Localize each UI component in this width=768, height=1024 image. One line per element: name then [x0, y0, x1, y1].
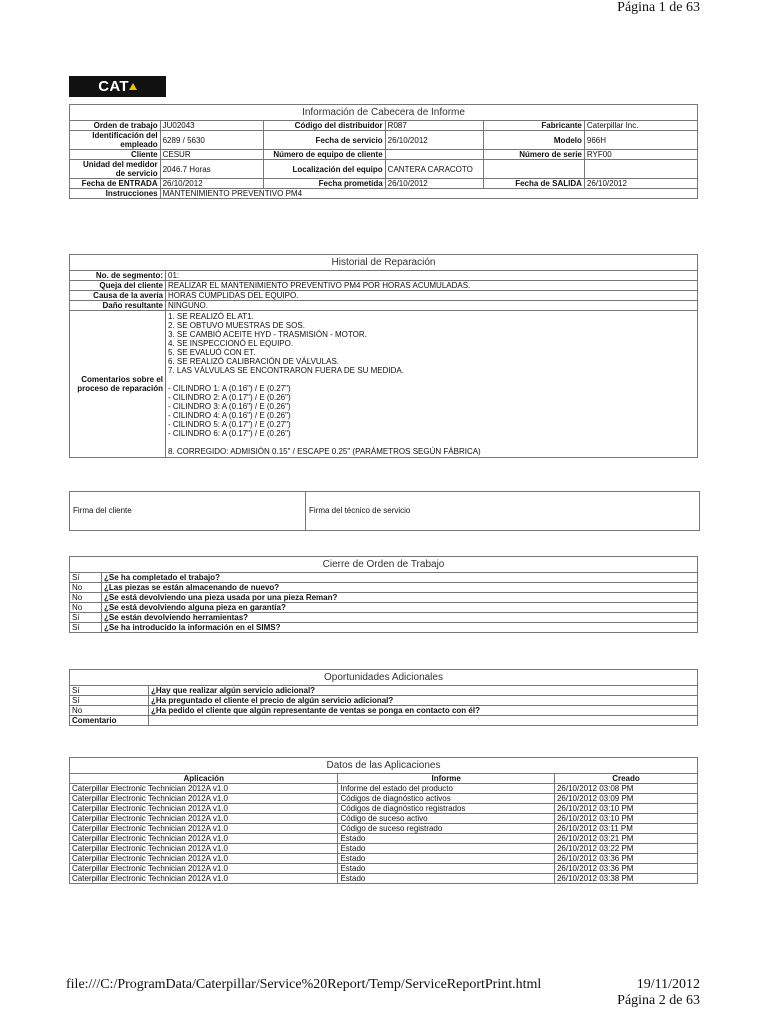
header-row: [70, 150, 698, 160]
opportunity-answer: Sí: [70, 686, 149, 696]
page-number-top: Página 1 de 63: [617, 0, 700, 15]
table-row: [70, 854, 698, 864]
closure-row: [70, 583, 698, 593]
table-cell: 26/10/2012 03:36 PM: [554, 854, 697, 864]
page-number-bottom: Página 2 de 63: [617, 993, 700, 1008]
column-header: Informe: [338, 774, 555, 784]
header-value: Caterpillar Inc.: [584, 121, 697, 131]
closure-question: ¿Se está devolviendo alguna pieza en garantía?: [102, 603, 698, 613]
closure-title: Cierre de Orden de Trabajo: [70, 557, 698, 573]
table-cell: Caterpillar Electronic Technician 2012A v1.0: [70, 864, 338, 874]
opportunities-title: Oportunidades Adicionales: [70, 670, 698, 686]
table-row: [70, 874, 698, 884]
table-cell: Estado: [338, 844, 555, 854]
opportunity-answer: No: [70, 706, 149, 716]
table-cell: 26/10/2012 03:11 PM: [554, 824, 697, 834]
closure-row: [70, 603, 698, 613]
table-cell: Caterpillar Electronic Technician 2012A v1.0: [70, 794, 338, 804]
table-cell: 26/10/2012 03:10 PM: [554, 814, 697, 824]
header-value: R087: [385, 121, 483, 131]
table-cell: 26/10/2012 03:21 PM: [554, 834, 697, 844]
column-header: Aplicación: [70, 774, 338, 784]
header-table: [69, 104, 698, 199]
history-value: NINGUNO.: [166, 301, 698, 311]
table-row: [70, 864, 698, 874]
table-row: [70, 804, 698, 814]
header-label: Fabricante: [484, 121, 585, 131]
comment-line: - CILINDRO 2: A (0.17") / E (0.26"): [168, 393, 291, 402]
logo-triangle-icon: [129, 83, 137, 90]
header-row: [70, 131, 698, 150]
table-cell: Códigos de diagnóstico activos: [338, 794, 555, 804]
table-cell: 26/10/2012 03:10 PM: [554, 804, 697, 814]
closure-question: ¿Se ha introducido la información en el SIMS?: [102, 623, 698, 633]
table-row: [70, 784, 698, 794]
closure-row: [70, 573, 698, 583]
header-label: Fecha de servicio: [263, 131, 385, 150]
opportunity-answer: Sí: [70, 696, 149, 706]
table-cell: Código de suceso registrado: [338, 824, 555, 834]
table-cell: Caterpillar Electronic Technician 2012A v1.0: [70, 824, 338, 834]
comment-line: 4. SE INSPECCIONÓ EL EQUIPO.: [168, 339, 294, 348]
header-value: 26/10/2012: [160, 179, 263, 189]
table-row: [70, 834, 698, 844]
table-row: [70, 844, 698, 854]
header-value: CESUR: [160, 150, 263, 160]
opportunity-row: [70, 706, 698, 716]
header-value: RYF00: [584, 150, 697, 160]
closure-question: ¿Se están devolviendo herramientas?: [102, 613, 698, 623]
footer-path: file:///C:/ProgramData/Caterpillar/Service%20Report/Temp/ServiceReportPrint.html: [66, 977, 542, 992]
closure-answer: Sí: [70, 573, 102, 583]
closure-answer: Sí: [70, 613, 102, 623]
header-label: Fecha prometida: [263, 179, 385, 189]
opportunity-row: [70, 696, 698, 706]
table-cell: Caterpillar Electronic Technician 2012A v1.0: [70, 854, 338, 864]
history-row: [70, 291, 698, 301]
comments-value: [166, 311, 698, 458]
technician-signature-field: Firma del técnico de servicio: [309, 506, 411, 515]
header-value: 2046.7 Horas: [160, 160, 263, 179]
header-row: [70, 121, 698, 131]
table-cell: 26/10/2012 03:38 PM: [554, 874, 697, 884]
closure-question: ¿Se está devolviendo una pieza usada por una pieza Reman?: [102, 593, 698, 603]
table-cell: Estado: [338, 874, 555, 884]
header-label: Localización del equipo: [263, 160, 385, 179]
closure-answer: Sí: [70, 623, 102, 633]
comment-line: [168, 438, 695, 447]
history-title: Historial de Reparación: [70, 255, 698, 271]
history-row: [70, 301, 698, 311]
client-signature-field: Firma del cliente: [70, 492, 306, 530]
table-cell: Caterpillar Electronic Technician 2012A v1.0: [70, 814, 338, 824]
comment-line: - CILINDRO 6: A (0.17") / E (0.26"): [168, 429, 291, 438]
opportunity-question: ¿Ha preguntado el cliente el precio de algún servicio adicional?: [149, 696, 698, 706]
header-row: [70, 160, 698, 179]
table-row: [70, 814, 698, 824]
comment-line: 5. SE EVALUÓ CON ET.: [168, 348, 256, 357]
header-label: Cliente: [70, 150, 161, 160]
header-title: Información de Cabecera de Informe: [70, 105, 698, 121]
closure-row: [70, 593, 698, 603]
comment-line: [168, 375, 695, 384]
header-label: [484, 160, 585, 179]
comment-line: 8. CORREGIDO: ADMISIÓN 0.15" / ESCAPE 0.25" (PARÁMETROS SEGÚN FÁBRICA): [168, 447, 481, 456]
comment-line: - CILINDRO 5: A (0.17") / E (0.27"): [168, 420, 291, 429]
table-cell: 26/10/2012 03:36 PM: [554, 864, 697, 874]
comment-line: - CILINDRO 1: A (0.16") / E (0.27"): [168, 384, 291, 393]
opportunity-question: ¿Hay que realizar algún servicio adicional?: [149, 686, 698, 696]
comment-line: 3. SE CAMBIÓ ACEITE HYD - TRASMISIÓN - MOTOR.: [168, 330, 367, 339]
history-label: Daño resultante: [70, 301, 166, 311]
opportunity-question: ¿Ha pedido el cliente que algún representante de ventas se ponga en contacto con él?: [149, 706, 698, 716]
history-table: [69, 254, 698, 458]
header-value: JU02043: [160, 121, 263, 131]
footer-date: 19/11/2012: [636, 977, 700, 992]
table-cell: Caterpillar Electronic Technician 2012A v1.0: [70, 874, 338, 884]
closure-question: ¿Las piezas se están almacenando de nuevo?: [102, 583, 698, 593]
table-cell: Caterpillar Electronic Technician 2012A v1.0: [70, 784, 338, 794]
table-cell: Caterpillar Electronic Technician 2012A v1.0: [70, 834, 338, 844]
header-label: Fecha de SALIDA: [484, 179, 585, 189]
comment-value: [149, 716, 698, 726]
table-cell: Informe del estado del producto: [338, 784, 555, 794]
header-value: CANTERA CARACOTO: [385, 160, 483, 179]
closure-row: [70, 613, 698, 623]
header-value: [584, 160, 697, 179]
header-label: Fecha de ENTRADA: [70, 179, 161, 189]
table-row: [70, 824, 698, 834]
comment-line: 1. SE REALIZÓ EL AT1.: [168, 312, 254, 321]
table-cell: Caterpillar Electronic Technician 2012A v1.0: [70, 804, 338, 814]
closure-answer: No: [70, 593, 102, 603]
closure-answer: No: [70, 603, 102, 613]
instructions-value: MANTENIMIENTO PREVENTIVO PM4: [160, 189, 697, 199]
table-cell: Estado: [338, 854, 555, 864]
column-header: Creado: [554, 774, 697, 784]
instructions-label: Instrucciones: [70, 189, 161, 199]
opportunity-row: [70, 686, 698, 696]
table-cell: Estado: [338, 864, 555, 874]
header-value: 26/10/2012: [385, 131, 483, 150]
history-row: [70, 281, 698, 291]
opportunities-table: [69, 669, 698, 726]
comment-line: 2. SE OBTUVO MUESTRAS DE SOS.: [168, 321, 305, 330]
closure-question: ¿Se ha completado el trabajo?: [102, 573, 698, 583]
table-cell: Estado: [338, 834, 555, 844]
header-row: [70, 179, 698, 189]
header-value: 26/10/2012: [584, 179, 697, 189]
table-cell: 26/10/2012 03:09 PM: [554, 794, 697, 804]
table-cell: Código de suceso activo: [338, 814, 555, 824]
comment-line: 6. SE REALIZÓ CALIBRACIÓN DE VÁLVULAS.: [168, 357, 340, 366]
history-row: [70, 271, 698, 281]
applications-table: [69, 757, 698, 884]
table-cell: Caterpillar Electronic Technician 2012A v1.0: [70, 844, 338, 854]
history-value: HORAS CUMPLIDAS DEL EQUIPO.: [166, 291, 698, 301]
signature-box: [69, 491, 700, 531]
header-value: 6289 / 5630: [160, 131, 263, 150]
table-cell: 26/10/2012 03:22 PM: [554, 844, 697, 854]
comment-line: - CILINDRO 4: A (0.16") / E (0.26"): [168, 411, 291, 420]
history-label: Queja del cliente: [70, 281, 166, 291]
history-label: Causa de la avería: [70, 291, 166, 301]
comment-label: Comentario: [70, 716, 149, 726]
header-value: 966H: [584, 131, 697, 150]
table-row: [70, 794, 698, 804]
header-label: Número de equipo de cliente: [263, 150, 385, 160]
caterpillar-logo: CATRPILLAR: [69, 76, 166, 97]
closure-answer: No: [70, 583, 102, 593]
comment-line: - CILINDRO 3: A (0.16") / E (0.26"): [168, 402, 291, 411]
header-value: 26/10/2012: [385, 179, 483, 189]
header-label: Identificación del empleado: [70, 131, 161, 150]
history-value: 01:: [166, 271, 698, 281]
comment-line: 7. LAS VÁLVULAS SE ENCONTRARON FUERA DE SU MEDIDA.: [168, 366, 404, 375]
history-value: REALIZAR EL MANTENIMIENTO PREVENTIVO PM4 POR HORAS ACUMULADAS.: [166, 281, 698, 291]
header-label: Número de serie: [484, 150, 585, 160]
header-label: Modelo: [484, 131, 585, 150]
table-cell: 26/10/2012 03:08 PM: [554, 784, 697, 794]
header-value: [385, 150, 483, 160]
header-label: Unidad del medidor de servicio: [70, 160, 161, 179]
table-cell: Códigos de diagnóstico registrados: [338, 804, 555, 814]
header-label: Orden de trabajo: [70, 121, 161, 131]
closure-table: [69, 556, 698, 633]
applications-title: Datos de las Aplicaciones: [70, 758, 698, 774]
closure-row: [70, 623, 698, 633]
header-label: Código del distribuidor: [263, 121, 385, 131]
history-label: No. de segmento:: [70, 271, 166, 281]
comments-label: Comentarios sobre el proceso de reparación: [70, 311, 166, 458]
